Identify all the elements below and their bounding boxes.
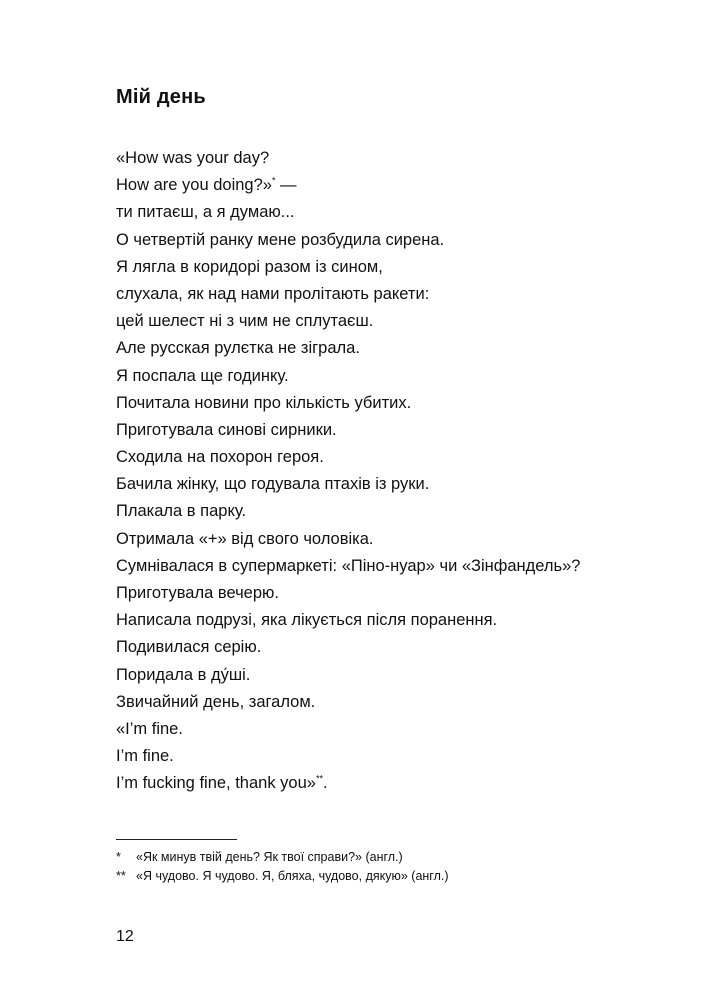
poem-body [116,145,580,798]
poem-line: Отримала «+» від свого чоловіка. [116,529,374,548]
footnote-ref: * [271,175,276,186]
poem-line: How are you doing?»* — [116,175,297,195]
poem-line: Плакала в парку. [116,502,247,521]
poem-line: О четвертій ранку мене розбудила сирена. [116,230,445,249]
poem-line: Я лягла в коридорі разом із сином, [116,257,383,276]
poem-line: Подивилася серію. [116,638,262,657]
poem-line: ти питаєш, а я думаю... [116,203,295,222]
footnotes [116,848,449,886]
poem-line: «I’m fine. [116,719,183,738]
poem-line: Але русская рулєтка не зіграла. [116,339,360,358]
poem-line: Звичайний день, загалом. [116,692,316,711]
poem-line: I’m fine. [116,747,174,766]
poem-line: Поридала в ду́ші. [116,665,251,684]
footnote-ref: ** [315,773,323,784]
footnote [116,848,449,867]
poem-line: слухала, як над нами пролітають ракети: [116,284,430,303]
poem-line: цей шелест ні з чим не сплутаєш. [116,312,374,331]
poem-line: Написала подрузі, яка лікується після поранення. [116,611,498,630]
poem-line: «How was your day? [116,149,270,167]
poem-line: Бачила жінку, що годувала птахів із руки. [116,475,430,494]
footnote-text: «Як минув твій день? Як твої справи?» (англ.) [136,850,403,864]
footnote-text: «Я чудово. Я чудово. Я, бляха, чудово, дякую» (англ.) [136,869,449,883]
page-number: 12 [116,928,134,945]
poem-line: Я поспала ще годинку. [116,366,289,385]
poem-line: Приготувала синові сирники. [116,420,337,439]
poem-line: Приготувала вечерю. [116,584,279,602]
poem-line: Почитала новини про кількість убитих. [116,393,412,412]
poem-title: Мій день [116,86,206,108]
footnote-divider [116,839,237,840]
footnote-marker: * [116,850,121,864]
footnote-marker: ** [116,869,126,883]
poem-line: Сумнівалася в супермаркеті: «Піно-нуар» чи «Зінфандель»? [116,556,581,575]
footnote [116,867,449,886]
poem-line: I’m fucking fine, thank you»**. [116,773,328,793]
poem-line: Сходила на похорон героя. [116,448,324,467]
